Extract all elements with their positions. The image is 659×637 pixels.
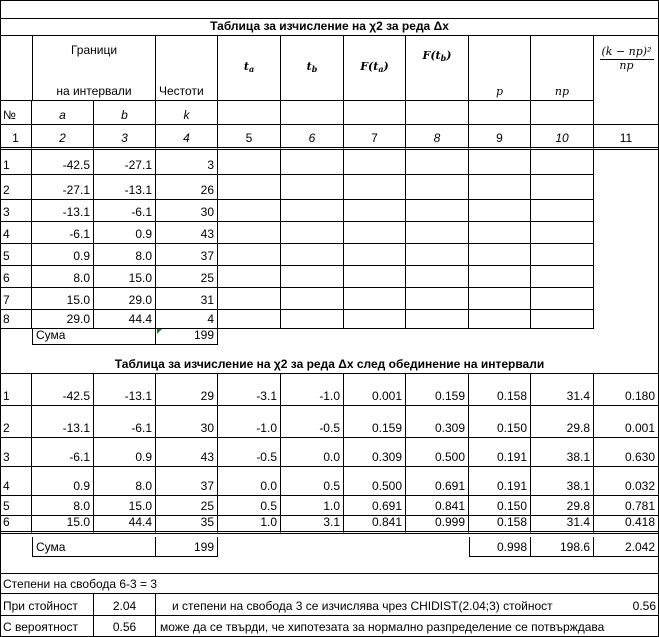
table2-cell-b: 8.0 [94, 467, 156, 496]
table2-cell-ta: -0.5 [218, 438, 281, 467]
table1-empty-cell [469, 310, 531, 329]
column-number: 8 [406, 124, 469, 150]
table1-empty-cell [531, 175, 594, 200]
table1-empty-cell [218, 310, 281, 329]
chidist-value: 0.56 [594, 593, 659, 615]
table2-cell-k: 43 [156, 438, 218, 467]
table1-cell-k: 31 [156, 288, 218, 310]
table2-cell-a: 15.0 [32, 516, 94, 534]
table1-title: Таблица за изчисление на χ2 за реда Δx [0, 18, 659, 36]
chidist-text: и степени на свобода 3 се изчислява чрез CHIDIST(2.04;3) стойност [156, 593, 594, 615]
table1-row-number: 8 [0, 310, 32, 329]
table1-empty-cell [218, 288, 281, 310]
table1-cell-a: -42.5 [32, 150, 94, 175]
table1-empty-cell [531, 150, 594, 175]
header-blank [531, 100, 594, 124]
header-blank [218, 100, 281, 124]
table1-empty-cell [469, 222, 531, 244]
table1-sum-label: Сума [32, 329, 156, 345]
table1-empty-cell [406, 266, 469, 288]
table1-cell-k: 3 [156, 150, 218, 175]
table1-cell-b: 44.4 [94, 310, 156, 329]
table2-sum-label: Сума [32, 537, 156, 557]
header-no: № [0, 100, 32, 124]
column-number: 10 [531, 124, 594, 150]
table2-cell-b: 0.9 [94, 438, 156, 467]
column-number: 11 [594, 124, 659, 150]
header-a: a [32, 100, 94, 124]
header-blank [469, 100, 531, 124]
table2-cell-chi: 0.180 [594, 374, 659, 406]
table1-cell-k: 25 [156, 266, 218, 288]
table1-empty-cell [344, 200, 406, 222]
table1-empty-cell [344, 175, 406, 200]
column-number: 2 [32, 124, 94, 150]
table1-cell-k: 43 [156, 222, 218, 244]
table2-cell-Fa: 0.500 [344, 467, 406, 496]
table2-cell-p: 0.191 [469, 438, 531, 467]
table2-cell-ta: -3.1 [218, 374, 281, 406]
table2-cell-k: 29 [156, 374, 218, 406]
table1-cell-b: -13.1 [94, 175, 156, 200]
header-blank [406, 100, 469, 124]
table2-cell-Fa: 0.159 [344, 406, 406, 438]
table2-cell-b: -6.1 [94, 406, 156, 438]
table1-empty-cell [469, 266, 531, 288]
table2-cell-tb: -0.5 [281, 406, 344, 438]
table1-cell-b: 8.0 [94, 244, 156, 266]
table1-cell-a: 8.0 [32, 266, 94, 288]
degrees-of-freedom: Степени на свобода 6-3 = 3 [0, 573, 659, 593]
table2-cell-chi: 0.032 [594, 467, 659, 496]
table1-empty-cell [281, 244, 344, 266]
column-number: 5 [218, 124, 281, 150]
table2-cell-b: -13.1 [94, 374, 156, 406]
column-number: 4 [156, 124, 218, 150]
table1-empty-cell [344, 222, 406, 244]
table1-empty-cell [281, 150, 344, 175]
table2-cell-a: 8.0 [32, 496, 94, 516]
table2-cell-p: 0.158 [469, 374, 531, 406]
table1-empty-cell [406, 244, 469, 266]
table1-row-number: 3 [0, 200, 32, 222]
table2-cell-chi: 0.001 [594, 406, 659, 438]
table1-empty-cell [281, 310, 344, 329]
table1-empty-cell [218, 244, 281, 266]
table1-empty-cell [281, 222, 344, 244]
table2-row-number: 5 [0, 496, 32, 516]
table2-cell-tb: 0.5 [281, 467, 344, 496]
table2-cell-np: 38.1 [531, 467, 594, 496]
table2-cell-ta: 0.0 [218, 467, 281, 496]
table1-empty-cell [218, 150, 281, 175]
table2-cell-tb: -1.0 [281, 374, 344, 406]
table1-empty-cell [344, 244, 406, 266]
header-frequencies: Честоти [156, 36, 218, 100]
at-value-label: При стойност [0, 593, 94, 615]
table2-cell-a: -13.1 [32, 406, 94, 438]
table1-empty-cell [218, 200, 281, 222]
table2-cell-np: 29.8 [531, 406, 594, 438]
table1-empty-cell [406, 222, 469, 244]
table1-empty-cell [406, 150, 469, 175]
table2-cell-b: 15.0 [94, 496, 156, 516]
table2-cell-a: -42.5 [32, 374, 94, 406]
table1-empty-cell [406, 288, 469, 310]
table2-cell-np: 29.8 [531, 496, 594, 516]
table1-row-number: 4 [0, 222, 32, 244]
table1-row-number: 1 [0, 150, 32, 175]
table1-empty-cell [469, 288, 531, 310]
table1-cell-a: 29.0 [32, 310, 94, 329]
table1-row-number: 5 [0, 244, 32, 266]
table1-empty-cell [344, 310, 406, 329]
table1-cell-b: -6.1 [94, 200, 156, 222]
table1-cell-k: 37 [156, 244, 218, 266]
table2-sum-p: 0.998 [469, 537, 531, 557]
table2-cell-ta: -1.0 [218, 406, 281, 438]
table2-cell-k: 35 [156, 516, 218, 534]
table1-empty-cell [406, 310, 469, 329]
table1-row-number: 7 [0, 288, 32, 310]
table2-cell-Fa: 0.841 [344, 516, 406, 534]
column-number: 6 [281, 124, 344, 150]
table2-cell-a: -6.1 [32, 438, 94, 467]
table1-empty-cell [281, 288, 344, 310]
table2-cell-Fb: 0.159 [406, 374, 469, 406]
table2-cell-ta: 1.0 [218, 516, 281, 534]
table1-cell-a: -13.1 [32, 200, 94, 222]
header-np: np [531, 36, 594, 100]
header-chi-formula: $\frac{\text{(k − np)²}}{np}$ [601, 45, 652, 72]
table1-cell-a: -27.1 [32, 175, 94, 200]
header-Fta: $F(t_a)$ [344, 36, 406, 100]
table2-cell-ta: 0.5 [218, 496, 281, 516]
table2-row-number: 3 [0, 438, 32, 467]
table2-cell-Fb: 0.841 [406, 496, 469, 516]
table1-empty-cell [469, 200, 531, 222]
table1-row-number: 2 [0, 175, 32, 200]
table2-cell-tb: 1.0 [281, 496, 344, 516]
probability-value: 0.56 [94, 615, 156, 637]
table1-empty-cell [406, 175, 469, 200]
table2-row-number: 4 [0, 467, 32, 496]
probability-label: С вероятност [0, 615, 94, 637]
table2-cell-p: 0.150 [469, 496, 531, 516]
table1-empty-cell [406, 200, 469, 222]
table2-cell-p: 0.158 [469, 516, 531, 534]
table2-title: Таблица за изчисление на χ2 за реда Δx след обединение на интервали [0, 356, 659, 374]
table1-row-number: 6 [0, 266, 32, 288]
table1-empty-cell [281, 175, 344, 200]
column-number: 7 [344, 124, 406, 150]
cell-comment-marker [157, 329, 162, 334]
header-ta: $t_a$ [218, 36, 281, 100]
header-limits-bottom: на интервали [32, 66, 156, 100]
table2-cell-np: 38.1 [531, 438, 594, 467]
table2-row-number: 6 [0, 516, 32, 534]
table1-cell-b: 0.9 [94, 222, 156, 244]
table2-cell-p: 0.191 [469, 467, 531, 496]
table1-cell-a: 15.0 [32, 288, 94, 310]
header-blank [281, 100, 344, 124]
table2-cell-p: 0.150 [469, 406, 531, 438]
table1-empty-cell [531, 244, 594, 266]
table1-empty-cell [531, 288, 594, 310]
table2-cell-k: 37 [156, 467, 218, 496]
table1-empty-cell [218, 175, 281, 200]
table1-cell-a: -6.1 [32, 222, 94, 244]
table1-empty-cell [344, 288, 406, 310]
table1-cell-b: -27.1 [94, 150, 156, 175]
header-p: p [469, 36, 531, 100]
table1-empty-cell [281, 266, 344, 288]
table2-sum-chi: 2.042 [594, 537, 659, 557]
table1-cell-b: 29.0 [94, 288, 156, 310]
table2-cell-k: 25 [156, 496, 218, 516]
column-number: 3 [94, 124, 156, 150]
table1-sum-k: 199 [156, 329, 218, 345]
table1-cell-k: 26 [156, 175, 218, 200]
conclusion-text: може да се твърди, че хипотезата за нормално разпределение се потвърждава [156, 615, 659, 637]
column-number: 9 [469, 124, 531, 150]
table1-empty-cell [218, 266, 281, 288]
table1-empty-cell [531, 310, 594, 329]
table1-empty-cell [469, 175, 531, 200]
table2-row-number: 2 [0, 406, 32, 438]
table1-empty-cell [469, 244, 531, 266]
table1-empty-cell [281, 200, 344, 222]
table1-empty-cell [531, 200, 594, 222]
table2-cell-Fa: 0.309 [344, 438, 406, 467]
header-limits-top: Граници [32, 36, 156, 66]
table2-cell-Fb: 0.500 [406, 438, 469, 467]
table1-empty-cell [344, 150, 406, 175]
table2-cell-tb: 0.0 [281, 438, 344, 467]
table2-cell-tb: 3.1 [281, 516, 344, 534]
header-b: b [94, 100, 156, 124]
table2-cell-chi: 0.630 [594, 438, 659, 467]
table2-cell-np: 31.4 [531, 374, 594, 406]
table2-cell-b: 44.4 [94, 516, 156, 534]
table2-cell-Fa: 0.691 [344, 496, 406, 516]
table1-empty-cell [531, 222, 594, 244]
table1-cell-b: 15.0 [94, 266, 156, 288]
table2-cell-a: 0.9 [32, 467, 94, 496]
column-number: 1 [0, 124, 32, 150]
table2-sum-k: 199 [156, 537, 218, 557]
header-blank [344, 100, 406, 124]
table2-cell-np: 31.4 [531, 516, 594, 534]
table1-empty-cell [531, 266, 594, 288]
table1-empty-cell [344, 266, 406, 288]
table2-cell-chi: 0.781 [594, 496, 659, 516]
table1-cell-k: 30 [156, 200, 218, 222]
table2-cell-k: 30 [156, 406, 218, 438]
header-Ftb: $F(t_b)$ [406, 36, 469, 100]
table1-empty-cell [218, 222, 281, 244]
table2-cell-Fb: 0.999 [406, 516, 469, 534]
table2-sum-np: 198.6 [531, 537, 594, 557]
table2-cell-Fb: 0.691 [406, 467, 469, 496]
table1-empty-cell [469, 150, 531, 175]
table1-cell-a: 0.9 [32, 244, 94, 266]
header-tb: $t_b$ [281, 36, 344, 100]
table2-cell-chi: 0.418 [594, 516, 659, 534]
table2-row-number: 1 [0, 374, 32, 406]
table1-cell-k: 4 [156, 310, 218, 329]
header-k: k [156, 100, 218, 124]
table2-cell-Fa: 0.001 [344, 374, 406, 406]
table2-cell-Fb: 0.309 [406, 406, 469, 438]
at-value: 2.04 [94, 593, 156, 615]
